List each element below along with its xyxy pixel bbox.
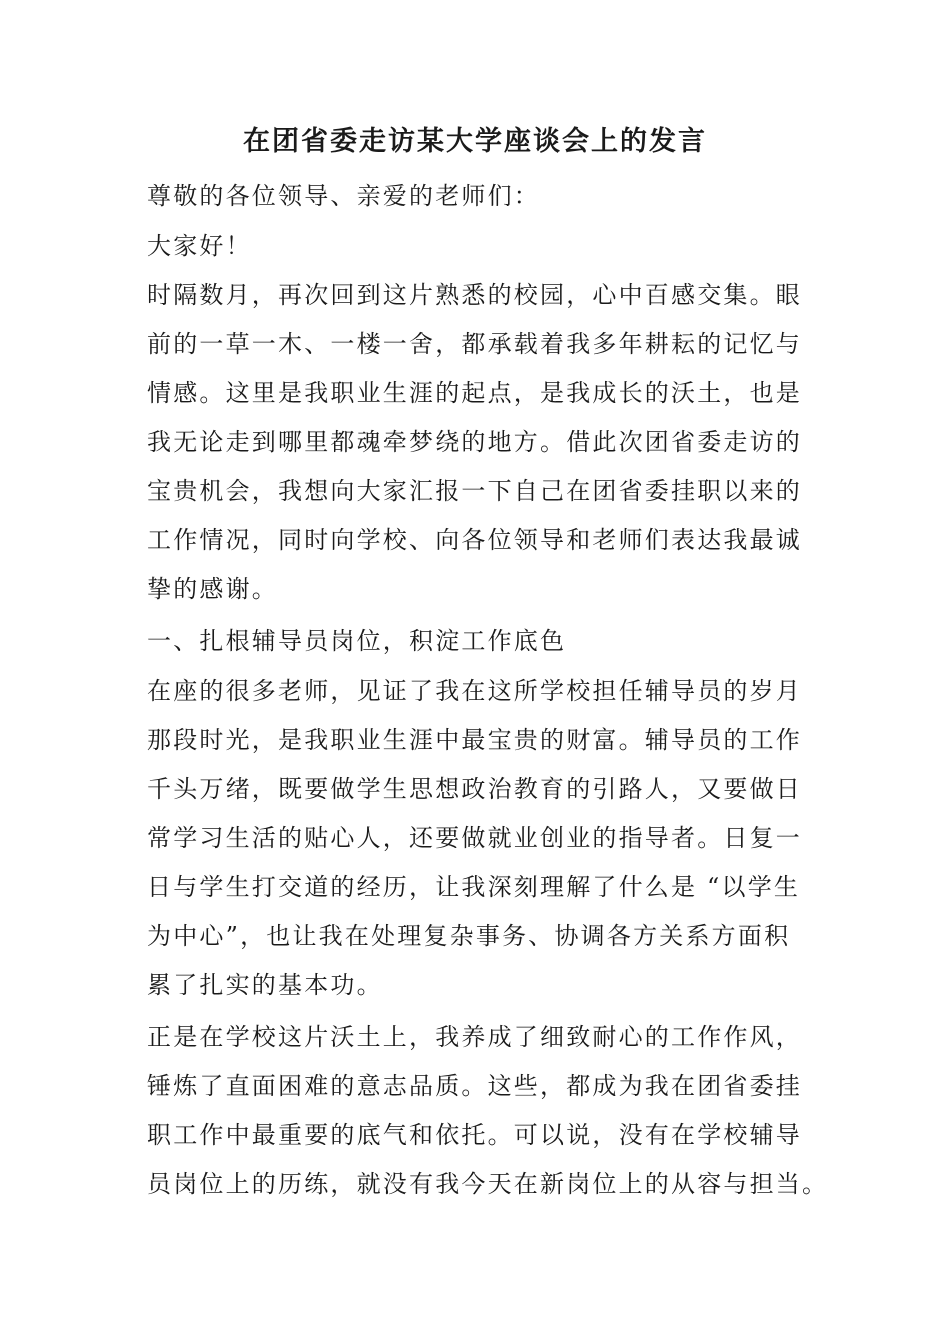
text-line: 宝贵机会，我想向大家汇报一下自己在团省委挂职以来的 [147,477,802,505]
text-line: 前的一草一木、一楼一舍，都承载着我多年耕耘的记忆与 [147,330,802,358]
text-line: 工作情况，同时向学校、向各位领导和老师们表达我最诚 [147,526,802,554]
section-heading: 一、扎根辅导员岗位，积淀工作底色 [147,627,567,655]
text-line: 正是在学校这片沃土上，我养成了细致耐心的工作作风， [147,1023,802,1051]
text-line: 为中心”，也让我在处理复杂事务、协调各方关系方面积 [147,922,791,950]
greeting-line: 大家好！ [147,232,252,260]
text-line: 情感。这里是我职业生涯的起点，是我成长的沃土，也是 [147,379,802,407]
text-line: 时隔数月，再次回到这片熟悉的校园，心中百感交集。眼 [147,281,802,309]
text-line: 常学习生活的贴心人，还要做就业创业的指导者。日复一 [147,824,802,852]
document-title: 在团省委走访某大学座谈会上的发言 [243,126,707,157]
text-line: 我无论走到哪里都魂牵梦绕的地方。借此次团省委走访的 [147,428,802,456]
salutation-line: 尊敬的各位领导、亲爱的老师们： [147,182,540,210]
text-line: 千头万绪，既要做学生思想政治教育的引路人，又要做日 [147,775,802,803]
text-line: 职工作中最重要的底气和依托。可以说，没有在学校辅导 [147,1121,802,1149]
text-line: 锤炼了直面困难的意志品质。这些，都成为我在团省委挂 [147,1072,802,1100]
text-line: 在座的很多老师，见证了我在这所学校担任辅导员的岁月 [147,677,802,705]
text-line: 员岗位上的历练，就没有我今天在新岗位上的从容与担当。 [147,1170,829,1198]
text-line: 日与学生打交道的经历，让我深刻理解了什么是 “以学生 [147,873,801,901]
text-line: 那段时光，是我职业生涯中最宝贵的财富。辅导员的工作 [147,726,802,754]
text-line: 挚的感谢。 [147,575,278,603]
text-line: 累了扎实的基本功。 [147,971,383,999]
